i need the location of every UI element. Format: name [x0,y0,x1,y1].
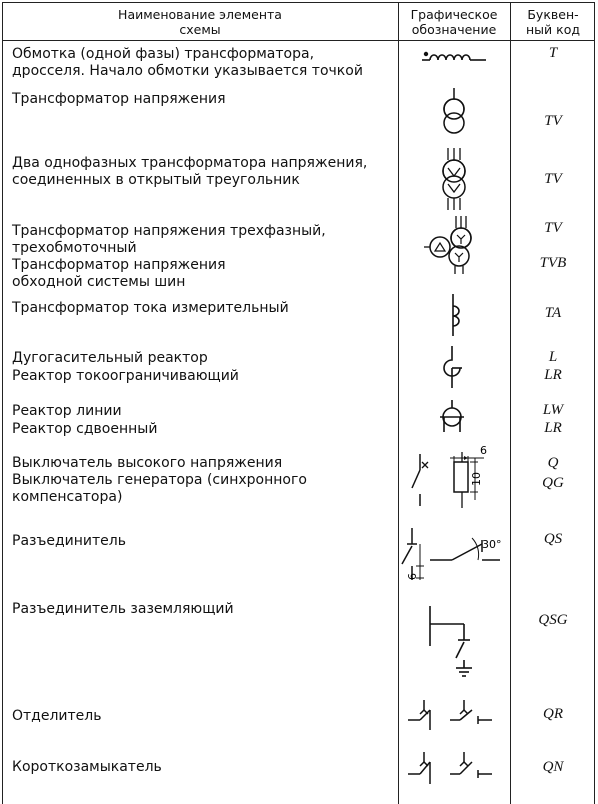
arc-suppression-reactor-icon [436,344,470,392]
row-code: QN [542,759,564,775]
current-transformer-icon [436,292,470,338]
row-code: TVB [539,255,567,271]
row-name: Реактор сдвоенный [12,421,158,437]
header-symbol: Графическое обозначение [410,7,498,37]
separator-icon [404,696,500,734]
winding-icon [420,44,490,68]
open-delta-transformer-icon [432,146,476,212]
row-code: L [548,349,558,365]
header-code: Буквен- ный код [526,7,580,37]
row-code: LR [544,367,562,383]
row-name: Реактор линии [12,403,122,419]
voltage-transformer-icon [434,86,474,142]
row-name: Трансформатор напряжения [12,91,226,107]
row-name: Трансформатор напряжения трехфазный, трехобмоточный [12,223,326,256]
disconnector-icon [398,518,510,588]
row-code: LW [542,402,564,418]
row-name: Реактор токоограничивающий [12,368,239,384]
short-circuiter-icon [404,748,500,788]
row-name: Разъединитель [12,533,126,549]
row-name: Выключатель высокого напряжения [12,455,283,471]
header-name: Наименование элемента схемы [118,7,282,37]
row-code: TV [544,220,562,236]
earthing-switch-icon [420,600,486,682]
three-winding-transformer-icon [420,214,484,276]
table-border-left [2,2,3,804]
row-code: QR [543,706,563,722]
table-border-top [2,2,594,3]
disconnector-dim: 6 [406,573,419,580]
row-name: Трансформатор тока измерительный [12,300,289,316]
row-code: TV [544,113,562,129]
column-divider [398,2,399,804]
row-name: Дугогасительный реактор [12,350,208,366]
line-reactor-icon [432,398,472,438]
breaker-dim-width: 6 [480,444,487,457]
row-code: T [548,45,558,61]
row-name: Отделитель [12,708,102,724]
breaker-dim-height: 10 [470,472,483,486]
disconnector-angle: 30° [482,538,502,551]
row-name: Трансформатор напряжения обходной системы шин [12,257,226,290]
row-name: Разъединитель заземляющий [12,601,234,617]
row-code: QG [542,475,564,491]
row-name: Обмотка (одной фазы) трансформатора, дросселя. Начало обмотки указывается точкой [12,46,363,79]
row-name: Два однофазных трансформатора напряжения, соединенных в открытый треугольник [12,155,368,188]
row-code: Q [547,455,559,471]
row-code: QS [543,531,563,547]
header-divider [2,40,594,41]
row-code: TV [544,171,562,187]
row-code: LR [544,420,562,436]
row-code: TA [544,305,562,321]
row-name: Короткозамыкатель [12,759,162,775]
row-name: Выключатель генератора (синхронного компенсатора) [12,472,307,505]
hv-breaker-icon [404,444,500,512]
row-code: QSG [538,612,568,628]
